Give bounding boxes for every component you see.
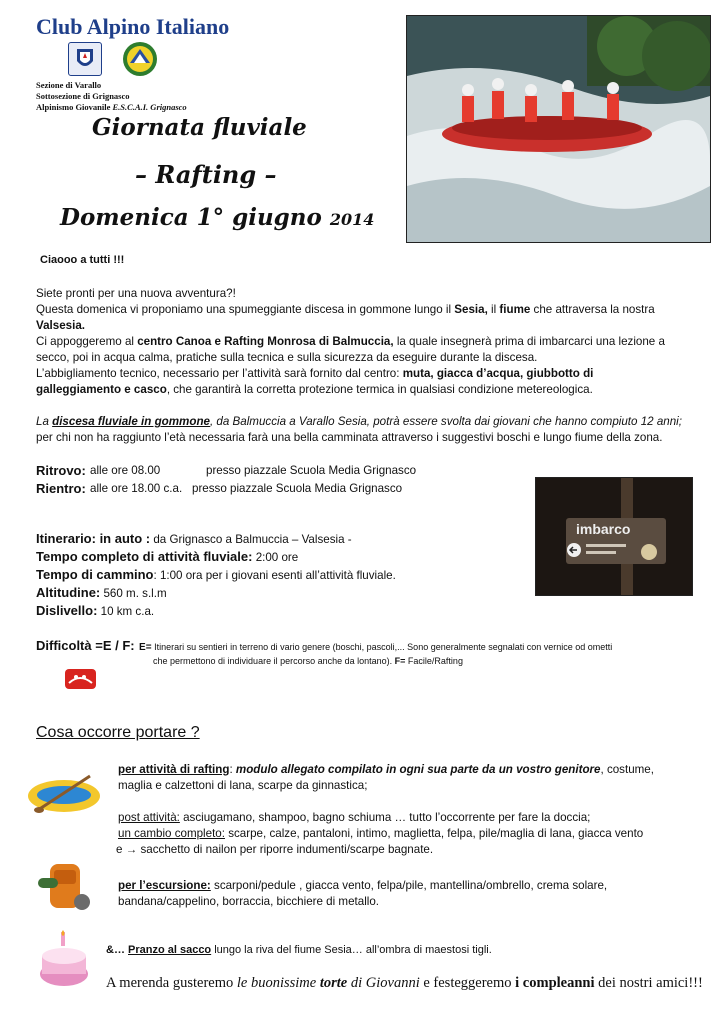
escursione-line-2: bandana/cappelino, borraccia, bicchiere di metallo. [118, 895, 380, 908]
age-line-2: per chi non ha raggiunto l’età necessaria farà una bella camminata attraverso i suggestivi boschi e lungo fiume della zona. [36, 431, 663, 444]
rafting-list [118, 762, 708, 794]
sign-label: imbarco [576, 521, 631, 537]
intro-line-1: Siete pronti per una nuova avventura?! [36, 287, 236, 300]
intro-paragraph [36, 286, 706, 398]
backpack-icon [34, 858, 96, 916]
post-line: post attività: asciugamano, shampoo, bagno schiuma … tutto l’occorrente per fare la doccia; [118, 811, 591, 824]
details [36, 530, 456, 620]
escursione-line: per l’escursione: scarponi/pedule , giacca vento, felpa/pile, mantellina/ombrello, crema solare, [118, 879, 608, 892]
intro-line-7: galleggiamento e casco, che garantirà la corretta protezione termica in qualsiasi condizione metereologica. [36, 383, 593, 396]
age-line-1: La discesa fluviale in gommone, da Balmuccia a Varallo Sesia, potrà essere svolta dai giovani che hanno compiuto 12 anni; [36, 415, 682, 428]
intro-line-2: Questa domenica vi proponiamo una spumeggiante discesa in gommone lungo il Sesia, il fiume che attraversa la nostra [36, 303, 655, 316]
age-paragraph [36, 414, 716, 446]
itinerario-row: Itinerario: in auto : da Grignasco a Balmuccia – Valsesia - [36, 531, 352, 546]
difficolta-row: Difficoltà =E / F: E= Itinerari su sentieri in terreno di vario genere (boschi, pascoli,... Sono generalmente segnalati con vernice od ometti [36, 638, 613, 653]
section-line-3: Alpinismo Giovanile E.S.C.A.I. Grignasco [36, 102, 187, 112]
tempo-fluviale-row: Tempo completo di attività fluviale: 2:00 ore [36, 549, 299, 564]
event-date-year: 2014 [329, 210, 375, 229]
section-line-2: Sottosezione di Grignasco [36, 91, 130, 101]
rafting-difficulty-icon [64, 668, 97, 690]
event-title: Giornata fluviale [92, 114, 307, 141]
cambio-line-2: e → sacchetto di nailon per riporre indumenti/scarpe bagnate. [116, 843, 434, 856]
section-line-1: Sezione di Varallo [36, 80, 102, 90]
event-subtitle: – Rafting – [135, 160, 277, 189]
birthday-cake-icon [36, 930, 92, 990]
intro-line-6: L’abbigliamento tecnico, necessario per l’attività sarà fornito dal centro: muta, giacca d’acqua, giubbotto di [36, 367, 594, 380]
club-title: Club Alpino Italiano [36, 14, 230, 39]
post-list [118, 810, 713, 858]
dislivello-row: Dislivello: 10 km c.a. [36, 603, 155, 618]
event-date-main: Domenica 1° giugno [60, 204, 322, 231]
bring-heading: Cosa occorre portare ? [36, 724, 200, 741]
emblem-logo [122, 41, 158, 77]
schedule [36, 462, 436, 498]
intro-line-3: Valsesia. [36, 319, 85, 332]
cai-logo [68, 42, 102, 76]
intro-line-5: secco, poi in acqua calma, pratiche sulla tecnica e sulla sicurezza da eseguire durante la discesa. [36, 351, 538, 364]
ritrovo-row: Ritrovo: alle ore 08.00 presso piazzale Scuola Media Grignasco [36, 463, 417, 478]
rafting-line-1: per attività di rafting: modulo allegato compilato in ogni sua parte da un vostro genitore, costume, [118, 763, 654, 776]
difficolta-desc: che permettono di individuare il percorso anche da lontano). F= Facile/Rafting [153, 656, 463, 666]
cambio-line: un cambio completo: scarpe, calze, pantaloni, intimo, maglietta, felpa, pile/maglia di lana, giacca vento [118, 827, 644, 840]
rafting-photo [406, 15, 711, 243]
section-info [36, 80, 187, 113]
imbarco-sign-photo [535, 477, 693, 596]
merenda-line: A merenda gusteremo le buonissime torte di Giovanni e festeggeremo i compleanni dei nostri amici!!! [106, 975, 703, 991]
tempo-cammino-row: Tempo di cammino: 1:00 ora per i giovani esenti all’attività fluviale. [36, 567, 396, 582]
altitudine-row: Altitudine: 560 m. s.l.m [36, 585, 167, 600]
greeting: Ciaooo a tutti !!! [40, 254, 125, 266]
rafting-line-2: maglia e calzettoni di lana, scarpe da ginnastica; [118, 779, 368, 792]
pranzo-line: &… Pranzo al sacco lungo la riva del fiume Sesia… all’ombra di maestosi tigli. [106, 944, 492, 956]
raft-icon [24, 770, 104, 818]
section-group: E.S.C.A.I. Grignasco [112, 102, 187, 112]
rientro-row: Rientro: alle ore 18.00 c.a. presso piazzale Scuola Media Grignasco [36, 481, 403, 496]
escursione-list [118, 878, 708, 910]
intro-line-4: Ci appoggeremo al centro Canoa e Rafting Monrosa di Balmuccia, la quale insegnerà prima di imbarcarci una lezione a [36, 335, 665, 348]
event-date [60, 204, 374, 231]
